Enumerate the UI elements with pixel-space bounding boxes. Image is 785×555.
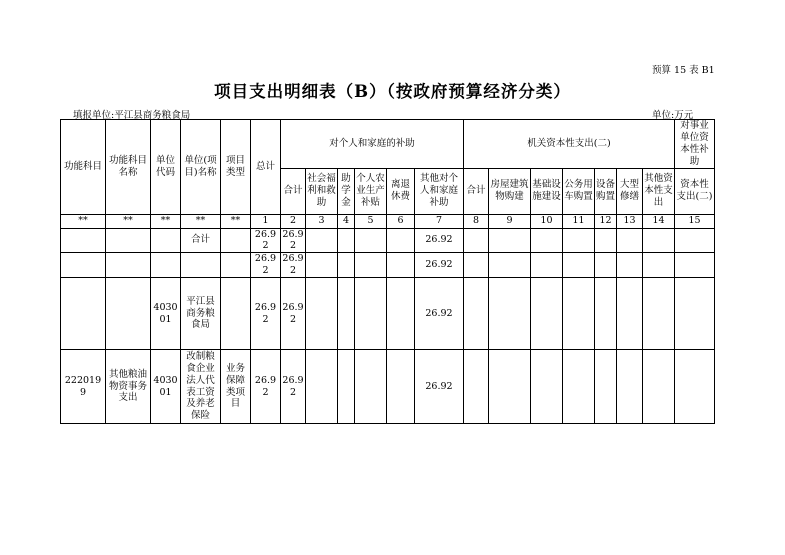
header-vehicle: 公务用车购置: [563, 168, 595, 214]
table-cell: 26.92: [282, 228, 304, 252]
budget-table: [60, 119, 715, 424]
table-cell: [617, 228, 643, 253]
index-cell: 11: [563, 214, 595, 228]
table-cell: [387, 350, 415, 424]
table-cell: [387, 278, 415, 350]
index-cell: **: [151, 214, 181, 228]
table-cell: [563, 278, 595, 350]
table-row: [61, 278, 715, 350]
table-cell: 平江县商务粮食局: [181, 278, 221, 350]
table-cell: [489, 278, 531, 350]
table-cell: [675, 228, 715, 253]
table-row: [61, 253, 715, 278]
table-cell: [355, 253, 387, 278]
header-infrastructure: 基础设施建设: [531, 168, 563, 214]
index-cell: 10: [531, 214, 563, 228]
table-cell: [306, 350, 338, 424]
index-cell: 3: [306, 214, 338, 228]
table-cell: [221, 253, 251, 278]
table-cell: [355, 228, 387, 253]
table-cell: [221, 278, 251, 350]
amount-unit: 单位:万元: [652, 110, 694, 121]
table-cell: [306, 278, 338, 350]
table-cell: 26.92: [281, 350, 306, 424]
table-cell: 业务保障类项目: [221, 350, 251, 424]
index-cell: **: [221, 214, 251, 228]
table-cell: [464, 278, 489, 350]
table-cell: [531, 278, 563, 350]
index-cell: 12: [595, 214, 617, 228]
table-cell: [643, 253, 675, 278]
index-cell: 5: [355, 214, 387, 228]
table-cell: [106, 253, 151, 278]
table-cell: 其他粮油物资事务支出: [106, 350, 151, 424]
header-other-capital: 其他资本性支出: [643, 168, 675, 214]
table-cell: [181, 253, 221, 278]
table-cell: [387, 253, 415, 278]
header-enterprise-capital: 资本性支出(二): [675, 168, 715, 214]
table-cell: [387, 228, 415, 253]
table-cell: [675, 350, 715, 424]
header-group-enterprise: 对事业单位资本性补助: [675, 120, 715, 169]
table-cell: 26.92: [282, 253, 304, 277]
table-cell: [617, 350, 643, 424]
table-cell: [106, 278, 151, 350]
table-code: 预算 15 表 B1: [652, 65, 715, 76]
table-cell: [464, 228, 489, 253]
table-cell: [643, 350, 675, 424]
table-cell: [338, 228, 355, 253]
table-cell: [355, 278, 387, 350]
table-cell: [531, 253, 563, 278]
header-row-1: [61, 120, 715, 169]
header-student-aid: 助学金: [338, 168, 355, 214]
table-cell: [338, 350, 355, 424]
table-cell: [617, 278, 643, 350]
table-cell: [61, 278, 106, 350]
table-row: [61, 350, 715, 424]
table-cell: 403001: [151, 350, 181, 424]
header-unit-code: 单位代码: [151, 120, 181, 215]
table-cell: [489, 253, 531, 278]
index-cell: 1: [251, 214, 281, 228]
table-cell: [563, 253, 595, 278]
page-title: 项目支出明细表（B）（按政府预算经济分类）: [214, 82, 571, 101]
index-cell: 4: [338, 214, 355, 228]
header-welfare: 社会福利和救助: [306, 168, 338, 214]
table-cell: [355, 350, 387, 424]
table-cell: 26.92: [251, 253, 281, 278]
table-cell: 26.92: [251, 350, 281, 424]
index-cell: **: [61, 214, 106, 228]
table-cell: [675, 253, 715, 278]
header-group-personal: 对个人和家庭的补助: [281, 120, 464, 169]
table-cell: [61, 253, 106, 278]
table-cell: 26.92: [251, 278, 281, 350]
table-cell: [595, 253, 617, 278]
table-cell: 26.92: [281, 278, 306, 350]
table-cell: 26.92: [415, 350, 464, 424]
header-retirement: 离退休费: [387, 168, 415, 214]
index-cell: 9: [489, 214, 531, 228]
table-cell: [563, 350, 595, 424]
table-cell: [595, 228, 617, 253]
table-cell: [151, 253, 181, 278]
index-cell: 8: [464, 214, 489, 228]
header-project-type: 项目类型: [221, 120, 251, 215]
index-cell: 7: [415, 214, 464, 228]
table-cell: 合计: [181, 228, 221, 253]
table-cell: [531, 350, 563, 424]
index-cell: 6: [387, 214, 415, 228]
index-cell: 13: [617, 214, 643, 228]
table-cell: [531, 228, 563, 253]
filling-unit: 填报单位:平江县商务粮食局: [73, 110, 191, 121]
table-cell: [489, 350, 531, 424]
index-cell: **: [106, 214, 151, 228]
table-cell: 26.92: [415, 278, 464, 350]
index-row: [61, 214, 715, 228]
table-cell: [595, 278, 617, 350]
header-group-capital: 机关资本性支出(二): [464, 120, 675, 169]
index-cell: 15: [675, 214, 715, 228]
table-cell: [643, 228, 675, 253]
header-unit-name: 单位(项目)名称: [181, 120, 221, 215]
header-personal-total: 合计: [281, 168, 306, 214]
table-cell: [151, 228, 181, 253]
table-cell: [106, 228, 151, 253]
header-repair: 大型修缮: [617, 168, 643, 214]
table-cell: 403001: [151, 278, 181, 350]
table-cell: [489, 228, 531, 253]
index-cell: 2: [281, 214, 306, 228]
header-total: 总计: [251, 120, 281, 215]
table-cell: [464, 350, 489, 424]
header-capital-total: 合计: [464, 168, 489, 214]
header-other-personal: 其他对个人和家庭补助: [415, 168, 464, 214]
header-farmer-subsidy: 个人农业生产补贴: [355, 168, 387, 214]
table-cell: [464, 253, 489, 278]
table-row: [61, 228, 715, 253]
table-cell: [643, 278, 675, 350]
table-cell: [221, 228, 251, 253]
table-cell: [563, 228, 595, 253]
header-equipment: 设备购置: [595, 168, 617, 214]
table-cell: [617, 253, 643, 278]
table-cell: [675, 278, 715, 350]
index-cell: 14: [643, 214, 675, 228]
table-cell: [338, 253, 355, 278]
table-cell: [306, 228, 338, 253]
header-func-subject: 功能科目: [61, 120, 106, 215]
table-cell: [338, 278, 355, 350]
table-cell: [306, 253, 338, 278]
index-cell: **: [181, 214, 221, 228]
header-building: 房屋建筑物购建: [489, 168, 531, 214]
table-cell: 26.92: [415, 228, 464, 253]
table-cell: [595, 350, 617, 424]
table-cell: 改制粮食企业法人代表工资及养老保险: [181, 350, 221, 424]
header-func-subject-name: 功能科目名称: [106, 120, 151, 215]
table-cell: 26.92: [251, 228, 281, 253]
table-cell: 26.92: [415, 253, 464, 278]
table-cell: 2220199: [61, 350, 106, 424]
table-cell: [61, 228, 106, 253]
